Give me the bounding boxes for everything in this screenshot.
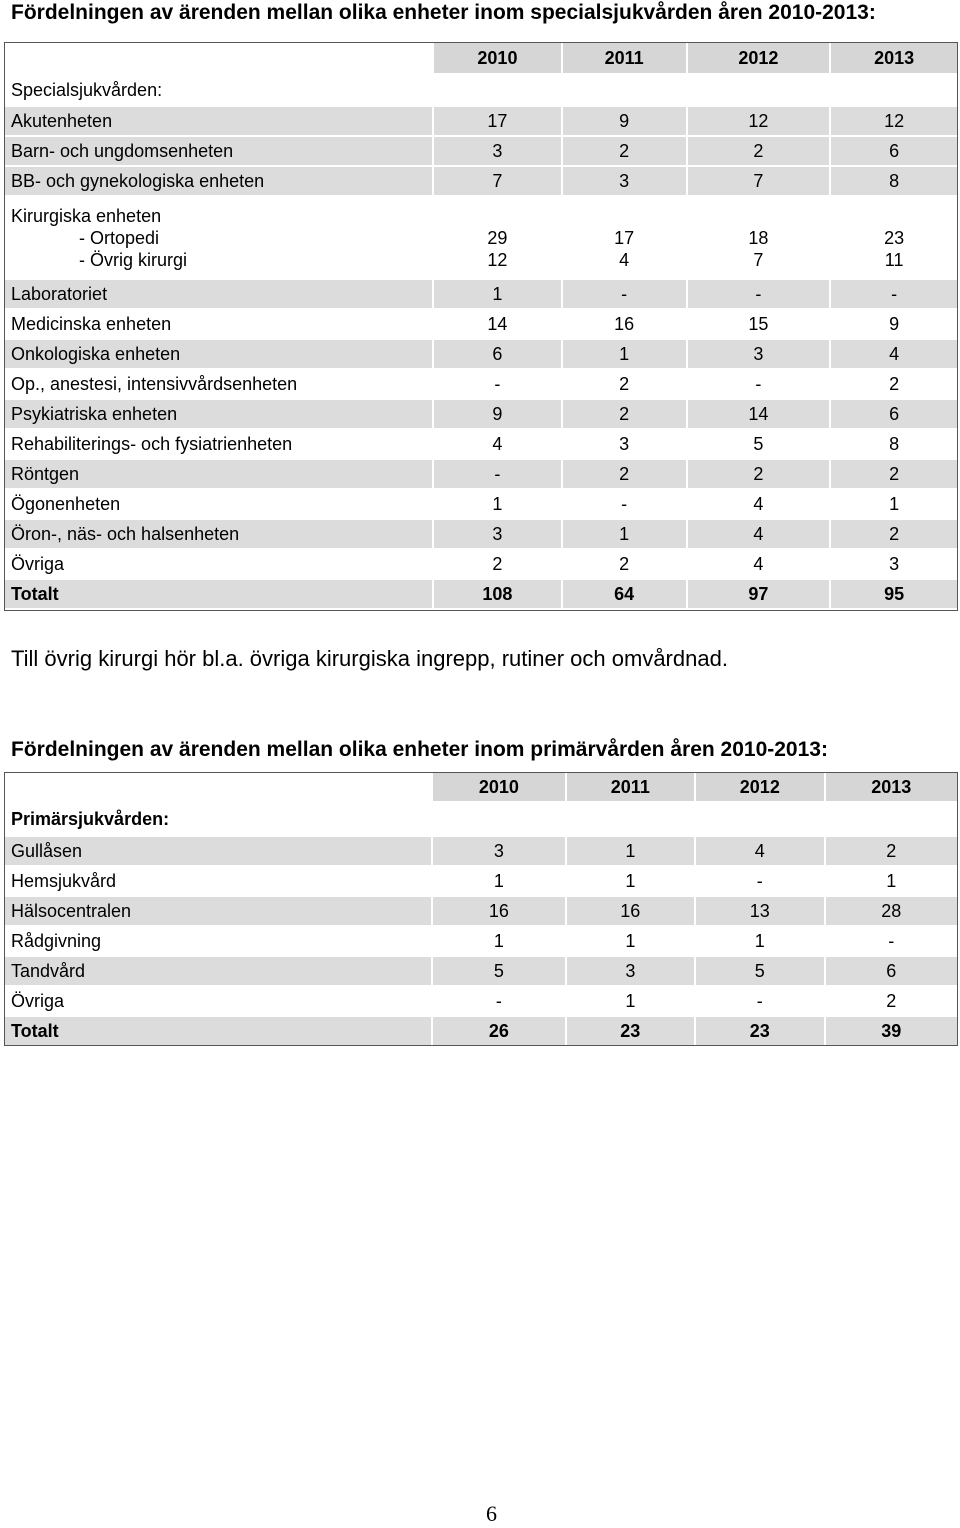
table-cell-value: 18 <box>748 227 769 248</box>
specialist-care-table <box>4 42 958 611</box>
table-cell: 64 <box>563 580 686 608</box>
row-label: Öron-, näs- och halsenheten <box>5 520 432 548</box>
table-cell-value: 7 <box>753 249 764 270</box>
table-cell: 7 <box>434 167 561 195</box>
table-cell: 2 <box>831 520 957 548</box>
table-cell: - <box>433 987 564 1015</box>
header-empty-cell <box>5 773 431 801</box>
table-cell: 2 <box>563 460 686 488</box>
table-cell: 4 <box>696 837 823 865</box>
table-cell: 3 <box>433 837 564 865</box>
table-row <box>5 137 957 165</box>
total-row <box>5 1017 957 1045</box>
row-label: Totalt <box>5 580 432 608</box>
table-cell: - <box>688 280 830 308</box>
table-cell: 28 <box>826 897 957 925</box>
table-cell: 1 <box>696 927 823 955</box>
table-row <box>5 897 957 925</box>
table-row <box>5 370 957 398</box>
table-row <box>5 430 957 458</box>
table-row <box>5 927 957 955</box>
table-cell: 3 <box>563 430 686 458</box>
table-row <box>5 957 957 985</box>
table-cell: - <box>696 987 823 1015</box>
row-label: Totalt <box>5 1017 431 1045</box>
table-cell: 9 <box>831 310 957 338</box>
table-cell: 3 <box>434 137 561 165</box>
table-cell: 97 <box>688 580 830 608</box>
table-row <box>5 340 957 368</box>
table-cell: 9 <box>563 107 686 135</box>
year-header: 2013 <box>826 773 957 801</box>
row-label: Ögonenheten <box>5 490 432 518</box>
table-cell-value: 11 <box>884 249 904 270</box>
table-cell-value: 23 <box>884 227 905 248</box>
primary-care-table <box>4 772 958 1046</box>
table-cell: 1 <box>567 837 694 865</box>
row-label: Tandvård <box>5 957 431 985</box>
table-cell: 26 <box>433 1017 564 1045</box>
table-row <box>5 490 957 518</box>
table-cell: 2 <box>563 137 686 165</box>
table-row <box>5 310 957 338</box>
empty-cell <box>826 803 957 835</box>
empty-cell <box>688 75 830 105</box>
table-cell: 5 <box>688 430 830 458</box>
row-label: Hälsocentralen <box>5 897 431 925</box>
table-cell: 12 <box>831 107 957 135</box>
table-cell: - <box>826 927 957 955</box>
table-cell <box>688 197 830 278</box>
table-cell: 95 <box>831 580 957 608</box>
row-label: Röntgen <box>5 460 432 488</box>
table-cell: - <box>696 867 823 895</box>
row-label: Psykiatriska enheten <box>5 400 432 428</box>
table-cell: 2 <box>826 837 957 865</box>
group-label: Primärsjukvården: <box>5 803 431 835</box>
table-cell: - <box>831 280 957 308</box>
table-cell: 1 <box>433 927 564 955</box>
table-cell: 13 <box>696 897 823 925</box>
table-cell: 5 <box>696 957 823 985</box>
row-label <box>5 197 432 278</box>
table-cell-value: 4 <box>619 249 630 270</box>
section2-title: Fördelningen av ärenden mellan olika enheter inom primärvården åren 2010-2013: <box>11 738 828 761</box>
table-cell: - <box>563 280 686 308</box>
table-cell: 2 <box>688 460 830 488</box>
table-cell-value: 17 <box>614 227 635 248</box>
row-label: Gullåsen <box>5 837 431 865</box>
table-cell: 1 <box>433 867 564 895</box>
table-cell: 2 <box>831 370 957 398</box>
table-cell: - <box>434 370 561 398</box>
table-cell: 2 <box>688 137 830 165</box>
table-cell: 3 <box>563 167 686 195</box>
row-label: Laboratoriet <box>5 280 432 308</box>
empty-cell <box>433 803 564 835</box>
table-row <box>5 550 957 578</box>
table-cell: 1 <box>831 490 957 518</box>
row-label: Onkologiska enheten <box>5 340 432 368</box>
table-cell: 1 <box>567 987 694 1015</box>
empty-cell <box>563 75 686 105</box>
table-cell: 6 <box>434 340 561 368</box>
row-label: Akutenheten <box>5 107 432 135</box>
empty-cell <box>434 75 561 105</box>
table-cell: 1 <box>563 520 686 548</box>
table-cell: 3 <box>567 957 694 985</box>
table-cell: 2 <box>563 370 686 398</box>
table-cell: - <box>688 370 830 398</box>
table-cell: 15 <box>688 310 830 338</box>
year-header: 2011 <box>567 773 694 801</box>
empty-cell <box>567 803 694 835</box>
table-row <box>5 987 957 1015</box>
table-cell: 1 <box>434 280 561 308</box>
kirurgi-sub-ortopedi: - Ortopedi <box>79 227 160 248</box>
table-cell: 3 <box>688 340 830 368</box>
empty-cell <box>696 803 823 835</box>
table-header-row <box>5 773 957 801</box>
group-row <box>5 75 957 105</box>
kirurgi-row <box>5 197 957 278</box>
table-cell: 5 <box>433 957 564 985</box>
table-cell: 1 <box>567 927 694 955</box>
table-cell: 17 <box>434 107 561 135</box>
table-cell: 2 <box>831 460 957 488</box>
table-cell: 2 <box>434 550 561 578</box>
page-number: 6 <box>486 1501 497 1526</box>
table-cell: 2 <box>563 400 686 428</box>
table-cell: 12 <box>688 107 830 135</box>
table-cell: 4 <box>831 340 957 368</box>
table-cell: 2 <box>563 550 686 578</box>
table-cell: 2 <box>826 987 957 1015</box>
table-cell: 16 <box>563 310 686 338</box>
row-label: Övriga <box>5 550 432 578</box>
year-header: 2012 <box>688 43 830 73</box>
table-cell: 1 <box>826 867 957 895</box>
year-header: 2012 <box>696 773 823 801</box>
table-row <box>5 520 957 548</box>
table-cell: 23 <box>567 1017 694 1045</box>
row-label: Rådgivning <box>5 927 431 955</box>
total-row <box>5 580 957 608</box>
row-label: Rehabiliterings- och fysiatrienheten <box>5 430 432 458</box>
table-row <box>5 837 957 865</box>
table-cell: 14 <box>688 400 830 428</box>
table-cell: 7 <box>688 167 830 195</box>
table-cell: - <box>434 460 561 488</box>
year-header: 2010 <box>433 773 564 801</box>
table-cell: 4 <box>688 520 830 548</box>
table-cell: 6 <box>831 400 957 428</box>
table-row <box>5 867 957 895</box>
group-label: Specialsjukvården: <box>5 75 432 105</box>
table-cell: 23 <box>696 1017 823 1045</box>
table-cell: 6 <box>826 957 957 985</box>
table-cell: 1 <box>567 867 694 895</box>
table-cell: 3 <box>831 550 957 578</box>
table-cell: 4 <box>434 430 561 458</box>
row-label: Hemsjukvård <box>5 867 431 895</box>
year-header: 2010 <box>434 43 561 73</box>
kirurgi-sub-ovrig: - Övrig kirurgi <box>79 249 188 270</box>
row-label: Op., anestesi, intensivvårdsenheten <box>5 370 432 398</box>
table-cell: - <box>563 490 686 518</box>
row-label: Barn- och ungdomsenheten <box>5 137 432 165</box>
year-header: 2013 <box>831 43 957 73</box>
table-row <box>5 167 957 195</box>
table-header-row <box>5 43 957 73</box>
header-empty-cell <box>5 43 432 73</box>
table-cell: 4 <box>688 490 830 518</box>
table-row <box>5 107 957 135</box>
table-row <box>5 460 957 488</box>
table-cell: 4 <box>688 550 830 578</box>
table-cell <box>563 197 686 278</box>
table-cell: 108 <box>434 580 561 608</box>
table-cell: 6 <box>831 137 957 165</box>
row-label: Medicinska enheten <box>5 310 432 338</box>
table-cell <box>434 197 561 278</box>
table-cell: 14 <box>434 310 561 338</box>
table-cell: 3 <box>434 520 561 548</box>
table-row <box>5 280 957 308</box>
table-cell: 16 <box>567 897 694 925</box>
group-row <box>5 803 957 835</box>
row-label: BB- och gynekologiska enheten <box>5 167 432 195</box>
table-cell-value: 12 <box>487 249 508 270</box>
row-label: Övriga <box>5 987 431 1015</box>
table-row <box>5 400 957 428</box>
table-cell: 39 <box>826 1017 957 1045</box>
year-header: 2011 <box>563 43 686 73</box>
table-cell-value: 29 <box>487 227 508 248</box>
section1-title: Fördelningen av ärenden mellan olika enheter inom specialsjukvården åren 2010-2013: <box>11 1 876 24</box>
empty-cell <box>831 75 957 105</box>
table-cell: 8 <box>831 167 957 195</box>
table-cell: 8 <box>831 430 957 458</box>
table-cell: 9 <box>434 400 561 428</box>
table-cell: 1 <box>434 490 561 518</box>
kirurgi-label: Kirurgiska enheten <box>11 205 162 226</box>
table-cell: 16 <box>433 897 564 925</box>
footnote: Till övrig kirurgi hör bl.a. övriga kirurgiska ingrepp, rutiner och omvårdnad. <box>11 646 728 671</box>
table-cell <box>831 197 957 278</box>
table-cell: 1 <box>563 340 686 368</box>
